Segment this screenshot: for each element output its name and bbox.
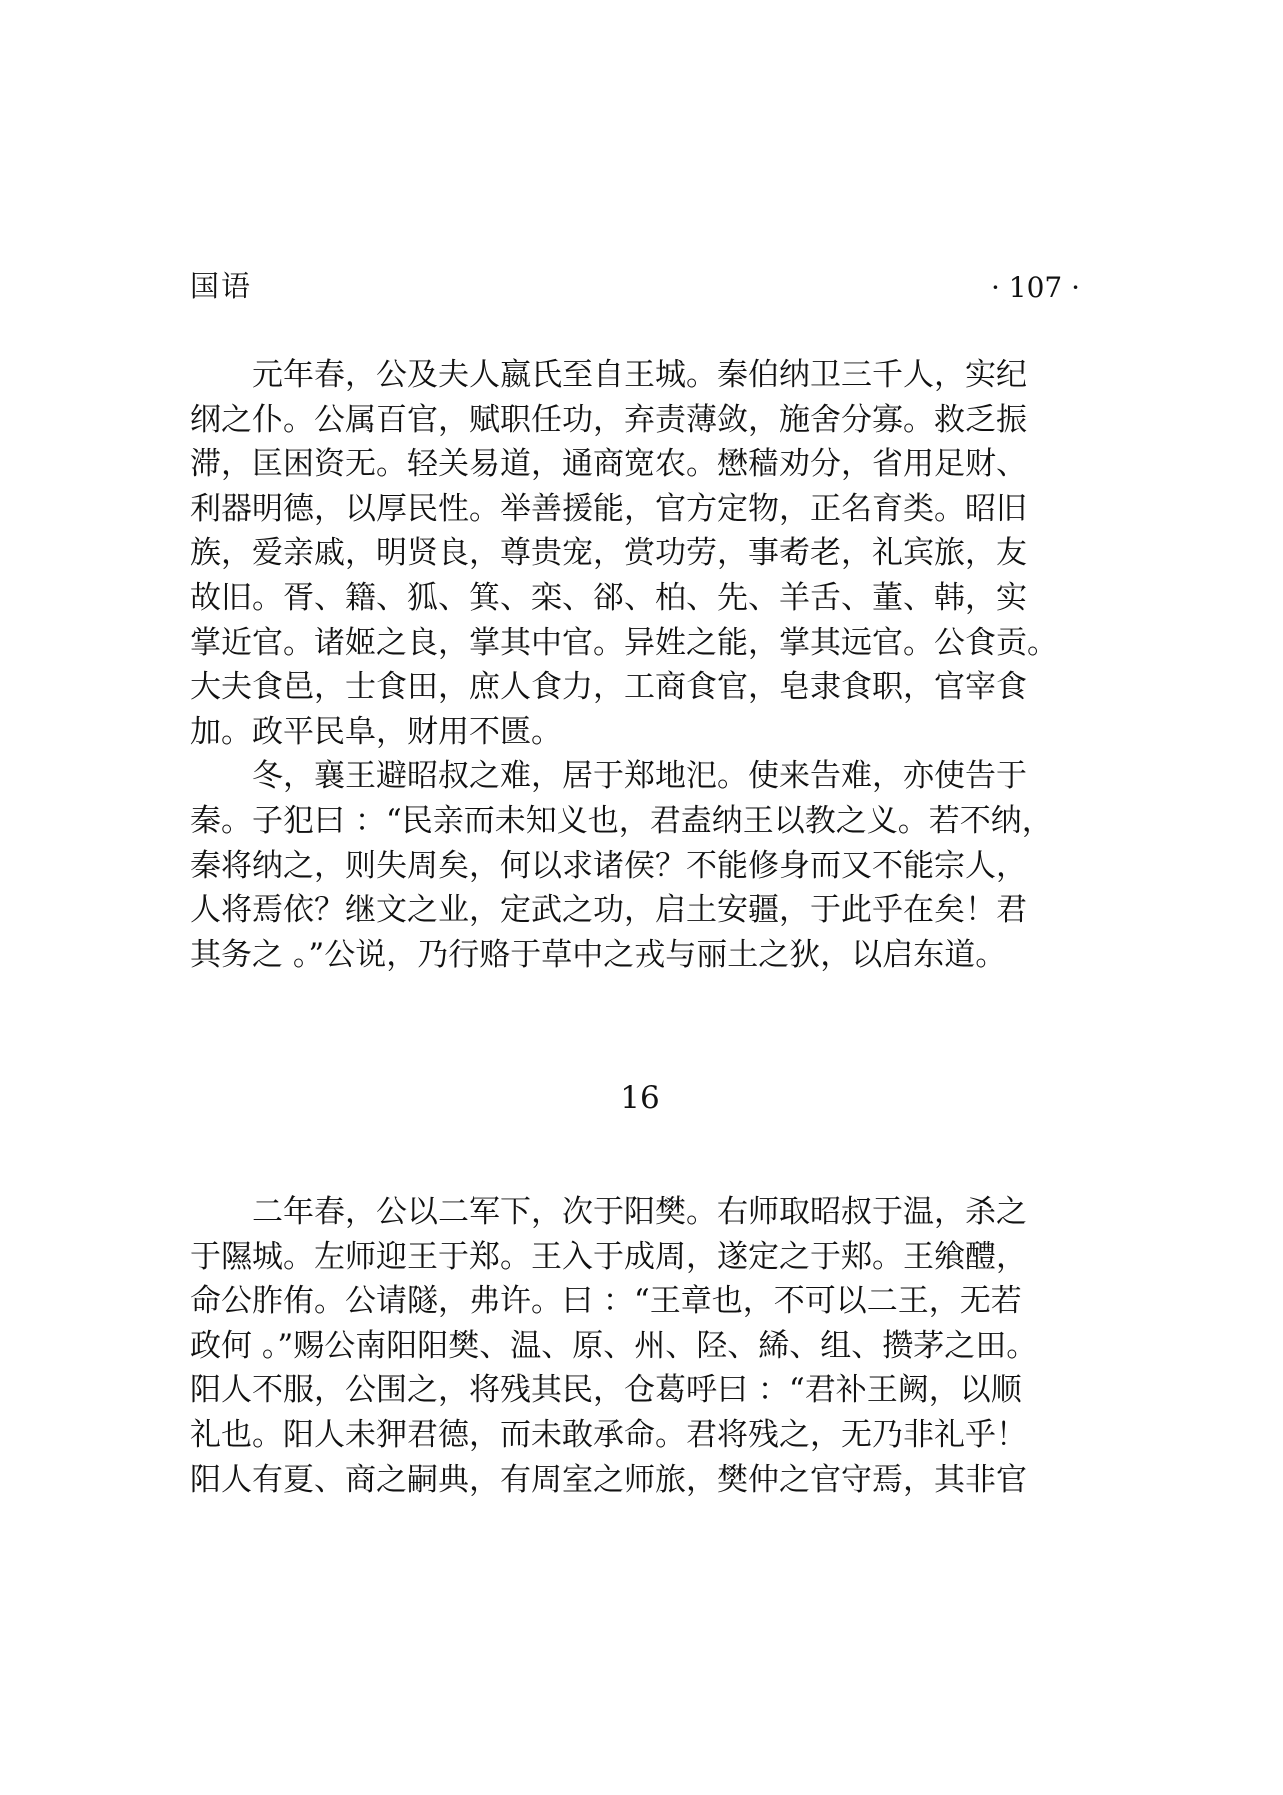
paragraph-line: 滞，匡困资无。轻关易道，通商宽农。懋穑劝分，省用足财、 (190, 446, 1027, 483)
paragraph-line: 二年春，公以二军下，次于阳樊。右师取昭叔于温，杀之 (252, 1194, 1027, 1230)
paragraph-line: 阳人不服，公围之，将残其民，仓葛呼曰 ：“君补王阙，以顺 (190, 1372, 1022, 1409)
paragraph-line: 纲之仆。公属百官，赋职任功，弃责薄敛，施舍分寡。救乏振 (190, 401, 1027, 438)
paragraph-line: 秦将纳之，则失周矣，何以求诸侯？不能修身而又不能宗人， (190, 847, 1027, 884)
paragraph-line: 于隰城。左师迎王于郑。王入于成周，遂定之于郏。王飨醴， (190, 1238, 1027, 1275)
passage-1 (190, 353, 1090, 977)
paragraph-line: 冬，襄王避昭叔之难，居于郑地汜。使来告难，亦使告于 (252, 758, 1027, 795)
paragraph-line: 故旧。胥、籍、狐、箕、栾、郤、柏、先、羊舌、董、韩，实 (190, 579, 1027, 616)
paragraph-line: 族，爱亲戚，明贤良，尊贵宠，赏功劳，事耇老，礼宾旅，友 (190, 535, 1027, 572)
passage-2 (190, 1190, 1090, 1502)
paragraph-line: 命公胙侑。公请隧，弗许。曰 ：“王章也，不可以二王，无若 (190, 1283, 1022, 1320)
paragraph-line: 礼也。阳人未狎君德，而未敢承命。君将残之，无乃非礼乎！ (190, 1416, 1027, 1453)
paragraph-line: 政何 。”赐公南阳阳樊、温、原、州、陉、絺、组、攒茅之田。 (190, 1327, 1038, 1364)
paragraph-line: 大夫食邑，士食田，庶人食力，工商食官，皂隶食职，官宰食 (190, 669, 1027, 706)
paragraph-line: 元年春，公及夫人嬴氏至自王城。秦伯纳卫三千人，实纪 (252, 357, 1027, 393)
running-title: 国语 (190, 269, 253, 303)
paragraph-line: 掌近官。诸姬之良，掌其中官。异姓之能，掌其远官。公食贡。 (190, 624, 1058, 661)
page-number: · 107 · (990, 271, 1080, 304)
paragraph-line: 秦。子犯曰 ：“民亲而未知义也，君盍纳王以教之义。若不纳， (190, 802, 1053, 839)
paragraph-line: 阳人有夏、商之嗣典，有周室之师旅，樊仲之官守焉，其非官 (190, 1461, 1027, 1498)
paragraph-line: 其务之 。”公说，乃行赂于草中之戎与丽土之狄，以启东道。 (190, 936, 1007, 973)
paragraph-line: 利器明德，以厚民性。举善援能，官方定物，正名育类。昭旧 (190, 490, 1027, 527)
section-number: 16 (620, 1080, 660, 1116)
paragraph-line: 加。政平民阜，财用不匮。 (190, 713, 562, 750)
paragraph-line: 人将焉依？继文之业，定武之功，启土安疆，于此乎在矣！君 (190, 892, 1027, 929)
